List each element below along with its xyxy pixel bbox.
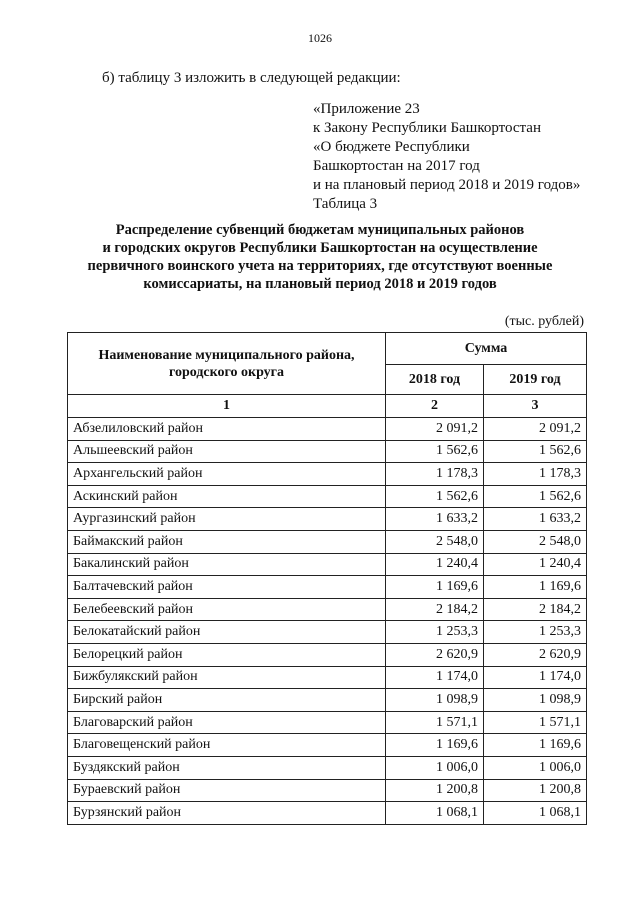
page-number: 1026: [308, 31, 332, 45]
district-name: Балтачевский район: [68, 576, 386, 599]
table-row: [68, 440, 587, 463]
district-name: Бижбулякский район: [68, 666, 386, 689]
appendix-line: к Закону Республики Башкортостан: [313, 120, 541, 136]
value-2018: 1 253,3: [386, 621, 484, 644]
value-2018: 1 633,2: [386, 508, 484, 531]
district-name: Аургазинский район: [68, 508, 386, 531]
title-line: Распределение субвенций бюджетам муниципальных районов: [115, 222, 525, 238]
value-2018: 1 169,6: [386, 576, 484, 599]
title-line: комиссариаты, на плановый период 2018 и 2019 годов: [143, 276, 497, 292]
value-2019: 1 068,1: [484, 802, 587, 825]
value-2018: 1 098,9: [386, 689, 484, 712]
value-2018: 2 184,2: [386, 598, 484, 621]
value-2018: 1 562,6: [386, 485, 484, 508]
value-2019: 1 169,6: [484, 576, 587, 599]
value-2018: 1 200,8: [386, 779, 484, 802]
value-2019: 1 253,3: [484, 621, 587, 644]
appendix-line: Таблица 3: [313, 196, 378, 212]
table-row: [68, 463, 587, 486]
table-row: [68, 756, 587, 779]
district-name: Баймакский район: [68, 530, 386, 553]
value-2018: 1 562,6: [386, 440, 484, 463]
district-name: Белорецкий район: [68, 643, 386, 666]
table-row: [68, 689, 587, 712]
title-line: и городских округов Республики Башкортостан на осуществление: [102, 240, 538, 256]
value-2019: 1 178,3: [484, 463, 587, 486]
district-name: Абзелиловский район: [68, 418, 386, 441]
value-2019: 1 240,4: [484, 553, 587, 576]
district-name: Благоварский район: [68, 711, 386, 734]
value-2019: 1 174,0: [484, 666, 587, 689]
table-row: [68, 576, 587, 599]
table-row: [68, 418, 587, 441]
table-row: [68, 711, 587, 734]
value-2019: 1 169,6: [484, 734, 587, 757]
distribution-table: [67, 332, 587, 825]
appendix-line: и на плановый период 2018 и 2019 годов»: [313, 177, 581, 193]
appendix-line: Башкортостан на 2017 год: [313, 158, 480, 174]
district-name: Альшеевский район: [68, 440, 386, 463]
appendix-line: «Приложение 23: [313, 101, 420, 117]
district-name: Благовещенский район: [68, 734, 386, 757]
district-name: Бирский район: [68, 689, 386, 712]
value-2019: 1 200,8: [484, 779, 587, 802]
title-line: первичного воинского учета на территориях, где отсутствуют военные: [87, 258, 553, 274]
table-row: [68, 553, 587, 576]
units-label: (тыс. рублей): [504, 314, 584, 329]
column-number: 2: [386, 395, 484, 418]
district-name: Белебеевский район: [68, 598, 386, 621]
table-row: [68, 802, 587, 825]
value-2018: 1 006,0: [386, 756, 484, 779]
value-2019: 1 006,0: [484, 756, 587, 779]
appendix-block: [313, 100, 580, 214]
table-row: [68, 530, 587, 553]
table-row: [68, 734, 587, 757]
column-number: 1: [68, 395, 386, 418]
table-row: [68, 643, 587, 666]
value-2019: 1 571,1: [484, 711, 587, 734]
table-row: [68, 621, 587, 644]
appendix-line: «О бюджете Республики: [313, 139, 470, 155]
value-2018: 2 091,2: [386, 418, 484, 441]
header-name: Наименование муниципального района, городского округа: [68, 333, 386, 395]
district-name: Бураевский район: [68, 779, 386, 802]
value-2018: 1 571,1: [386, 711, 484, 734]
district-name: Бакалинский район: [68, 553, 386, 576]
value-2018: 1 169,6: [386, 734, 484, 757]
value-2018: 2 548,0: [386, 530, 484, 553]
district-name: Аскинский район: [68, 485, 386, 508]
table-row: [68, 779, 587, 802]
column-number: 3: [484, 395, 587, 418]
value-2018: 1 240,4: [386, 553, 484, 576]
header-year-2018: 2018 год: [386, 365, 484, 395]
value-2019: 2 091,2: [484, 418, 587, 441]
value-2018: 1 178,3: [386, 463, 484, 486]
header-sum: Сумма: [386, 333, 587, 365]
value-2019: 2 620,9: [484, 643, 587, 666]
table-row: [68, 666, 587, 689]
intro-text: б) таблицу 3 изложить в следующей редакции:: [102, 70, 401, 86]
district-name: Белокатайский район: [68, 621, 386, 644]
value-2018: 2 620,9: [386, 643, 484, 666]
table-title: [60, 221, 580, 293]
value-2019: 1 562,6: [484, 440, 587, 463]
value-2019: 1 633,2: [484, 508, 587, 531]
table-row: [68, 485, 587, 508]
district-name: Буздякский район: [68, 756, 386, 779]
value-2019: 1 098,9: [484, 689, 587, 712]
value-2018: 1 174,0: [386, 666, 484, 689]
district-name: Бурзянский район: [68, 802, 386, 825]
value-2019: 2 548,0: [484, 530, 587, 553]
table-row: [68, 508, 587, 531]
value-2018: 1 068,1: [386, 802, 484, 825]
table-row: [68, 598, 587, 621]
district-name: Архангельский район: [68, 463, 386, 486]
value-2019: 1 562,6: [484, 485, 587, 508]
value-2019: 2 184,2: [484, 598, 587, 621]
header-year-2019: 2019 год: [484, 365, 587, 395]
